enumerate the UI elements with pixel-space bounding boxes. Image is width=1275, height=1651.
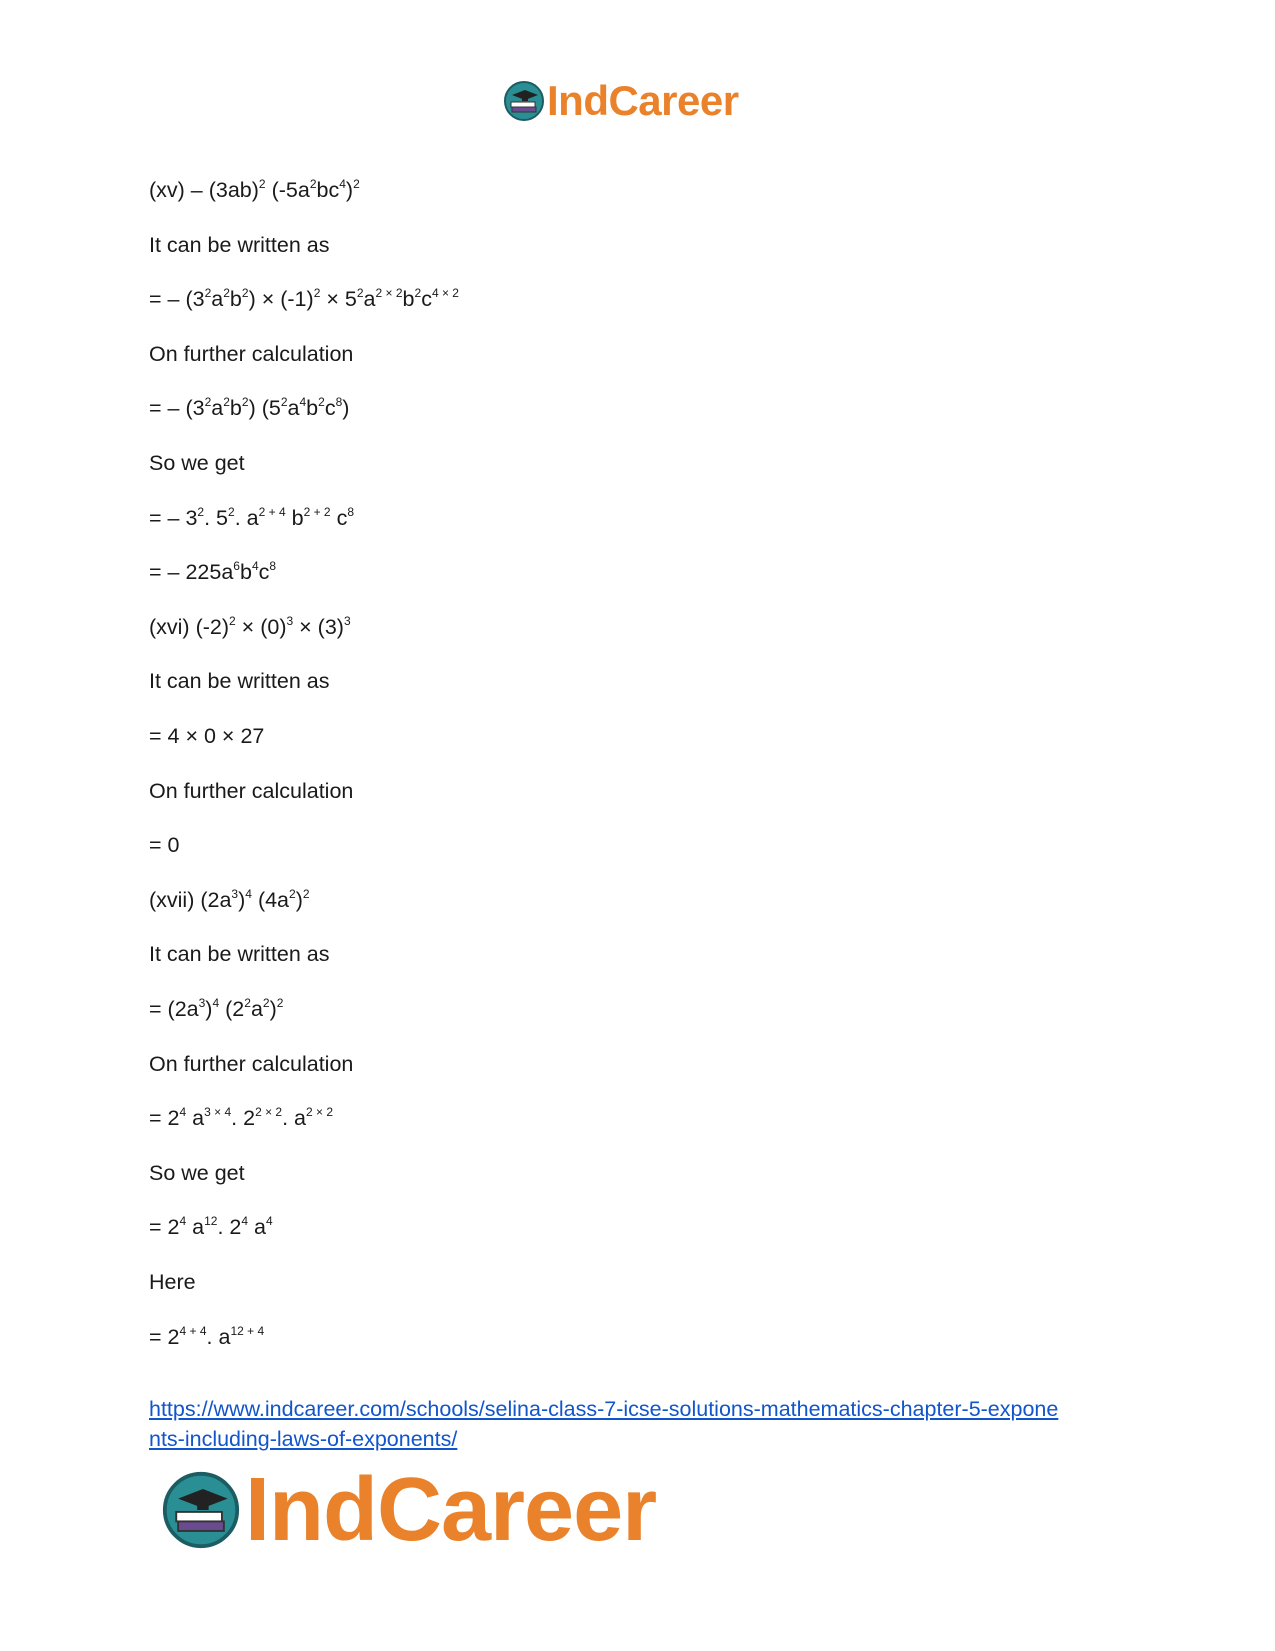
- text-segment: ): [295, 887, 303, 912]
- header-logo-text: IndCareer: [547, 77, 739, 124]
- exponent: 2 × 2: [306, 1105, 334, 1120]
- exponent: 4: [299, 395, 307, 410]
- text-segment: c: [330, 505, 348, 530]
- text-line: [149, 613, 351, 639]
- text-line: [149, 504, 355, 530]
- text-segment: ): [205, 997, 213, 1021]
- exponent: 4: [266, 1214, 273, 1229]
- text-segment: . 2: [217, 1215, 242, 1240]
- exponent: 4 + 4: [179, 1323, 207, 1338]
- text-segment: So we get: [149, 451, 245, 475]
- text-line: [149, 1051, 354, 1076]
- text-line: [149, 944, 329, 966]
- text-segment: It can be written as: [149, 942, 330, 967]
- exponent: 4: [241, 1214, 249, 1229]
- exponent: 2: [280, 395, 288, 410]
- text-segment: a: [211, 396, 224, 421]
- text-segment: On further calculation: [149, 341, 354, 366]
- exponent: 8: [335, 395, 343, 410]
- text-segment: b: [402, 287, 415, 312]
- exponent: 4: [179, 1214, 187, 1229]
- exponent: 12: [204, 1214, 218, 1229]
- exponent: 2: [204, 395, 212, 410]
- text-segment: = (2a: [149, 997, 199, 1021]
- text-segment: (-5a: [265, 178, 310, 202]
- text-segment: = – 3: [149, 505, 198, 530]
- text-segment: bc: [316, 178, 340, 202]
- text-segment: × (3): [293, 614, 344, 639]
- exponent: 2: [197, 504, 205, 519]
- text-segment: . 5: [204, 505, 229, 530]
- exponent: 4: [245, 886, 252, 901]
- text-segment: c: [258, 560, 270, 585]
- exponent: 2 + 4: [258, 504, 286, 519]
- text-segment: On further calculation: [149, 778, 354, 803]
- text-segment: b: [229, 396, 242, 421]
- text-segment: a: [363, 287, 376, 312]
- exponent: 12 + 4: [230, 1323, 265, 1338]
- exponent: 4: [251, 559, 259, 574]
- text-segment: ): [342, 396, 350, 421]
- text-line: [149, 1105, 334, 1131]
- text-segment: a: [248, 1215, 267, 1240]
- exponent: 2: [228, 504, 235, 519]
- text-segment: (xvi) (-2): [149, 614, 230, 639]
- exponent: 2: [229, 613, 236, 628]
- text-segment: On further calculation: [149, 1051, 354, 1076]
- text-segment: b: [285, 505, 304, 530]
- exponent: 3: [286, 613, 294, 628]
- exponent: 8: [269, 559, 277, 574]
- text-segment: Here: [149, 1270, 196, 1294]
- exponent: 3: [343, 613, 351, 628]
- text-segment: a: [250, 997, 263, 1021]
- exponent: 2: [262, 996, 270, 1010]
- text-segment: = – 225a: [149, 560, 234, 585]
- text-segment: . 2: [231, 1106, 256, 1131]
- text-line: [149, 232, 330, 257]
- text-line: [149, 177, 360, 202]
- exponent: 4: [212, 996, 220, 1010]
- logo-globe-icon: [503, 80, 545, 122]
- exponent: 2: [414, 286, 422, 301]
- text-segment: a: [287, 396, 300, 421]
- exponent: 4 × 2: [431, 286, 459, 301]
- text-line: [149, 395, 350, 421]
- exponent: 2: [309, 177, 317, 191]
- exponent: 2: [223, 395, 230, 410]
- exponent: 2: [223, 286, 230, 301]
- text-segment: b: [229, 287, 242, 312]
- text-segment: ): [345, 178, 354, 202]
- text-segment: (2: [219, 997, 245, 1021]
- text-segment: a: [211, 287, 224, 312]
- text-segment: = – (3: [149, 287, 205, 312]
- exponent: 2: [241, 286, 249, 301]
- text-line: [149, 996, 284, 1021]
- text-segment: b: [306, 396, 319, 421]
- text-segment: (xv) – (3ab): [149, 178, 259, 202]
- text-segment: b: [239, 560, 252, 585]
- source-link-line-1[interactable]: https://www.indcareer.com/schools/selina-class-7-icse-solutions-mathematics-chapter-5-expone: [149, 1397, 1059, 1421]
- text-segment: It can be written as: [149, 232, 330, 257]
- text-segment: a: [186, 1106, 205, 1131]
- exponent: 2: [204, 286, 212, 301]
- text-segment: c: [324, 396, 336, 421]
- text-segment: (4a: [251, 887, 290, 912]
- text-line: [149, 453, 245, 475]
- text-segment: ) (5: [248, 396, 281, 421]
- exponent: 2: [353, 177, 360, 191]
- exponent: 3: [231, 886, 239, 901]
- text-segment: ): [269, 997, 277, 1021]
- exponent: 4: [179, 1105, 187, 1120]
- text-line: [149, 726, 264, 748]
- exponent: 2 + 2: [303, 504, 331, 519]
- exponent: 2: [289, 886, 296, 901]
- exponent: 2 × 2: [255, 1105, 283, 1120]
- exponent: 4: [339, 177, 346, 191]
- footer-logo: [161, 1460, 657, 1560]
- exponent: 8: [347, 504, 355, 519]
- footer-logo-text: IndCareer: [245, 1460, 657, 1560]
- exponent: 2: [244, 996, 251, 1010]
- text-segment: c: [421, 287, 432, 312]
- source-link[interactable]: [149, 1394, 1129, 1454]
- text-segment: (xvii) (2a: [149, 887, 232, 912]
- text-line: [149, 886, 310, 912]
- logo-globe-icon: [161, 1470, 241, 1550]
- text-segment: = – (3: [149, 396, 205, 421]
- exponent: 2: [318, 395, 325, 410]
- exponent: 2: [302, 886, 310, 901]
- text-line: [149, 341, 354, 366]
- text-segment: = 2: [149, 1106, 180, 1131]
- text-line: [149, 671, 329, 693]
- text-segment: So we get: [149, 1160, 245, 1185]
- text-line: [149, 835, 180, 857]
- text-line: [149, 559, 277, 585]
- exponent: 2: [241, 395, 249, 410]
- exponent: 2: [313, 286, 321, 301]
- text-segment: = 4 × 0 × 27: [149, 724, 265, 748]
- exponent: 3: [198, 996, 206, 1010]
- source-link-line-2[interactable]: nts-including-laws-of-exponents/: [149, 1427, 458, 1451]
- exponent: 6: [233, 559, 240, 574]
- exponent: 3 × 4: [204, 1105, 232, 1120]
- text-line: [149, 1272, 196, 1294]
- text-segment: = 0: [149, 833, 180, 858]
- text-segment: ) × (-1): [248, 287, 314, 312]
- text-line: [149, 1160, 245, 1185]
- header-logo: [503, 77, 739, 124]
- exponent: 2 × 2: [375, 286, 403, 301]
- text-segment: = 2: [149, 1324, 180, 1349]
- text-line: [149, 286, 459, 312]
- text-line: [149, 778, 354, 803]
- text-segment: ): [238, 887, 246, 912]
- text-segment: It can be written as: [149, 669, 330, 694]
- exponent: 2: [356, 286, 364, 301]
- text-segment: × 5: [320, 287, 357, 312]
- text-line: [149, 1214, 273, 1240]
- text-segment: . a: [206, 1324, 231, 1349]
- text-line: [149, 1323, 265, 1349]
- text-segment: a: [186, 1215, 205, 1240]
- exponent: 2: [276, 996, 284, 1010]
- text-segment: × (0): [235, 614, 287, 639]
- text-segment: . a: [282, 1106, 306, 1131]
- text-segment: = 2: [149, 1215, 180, 1240]
- exponent: 2: [258, 177, 266, 191]
- text-segment: . a: [234, 505, 259, 530]
